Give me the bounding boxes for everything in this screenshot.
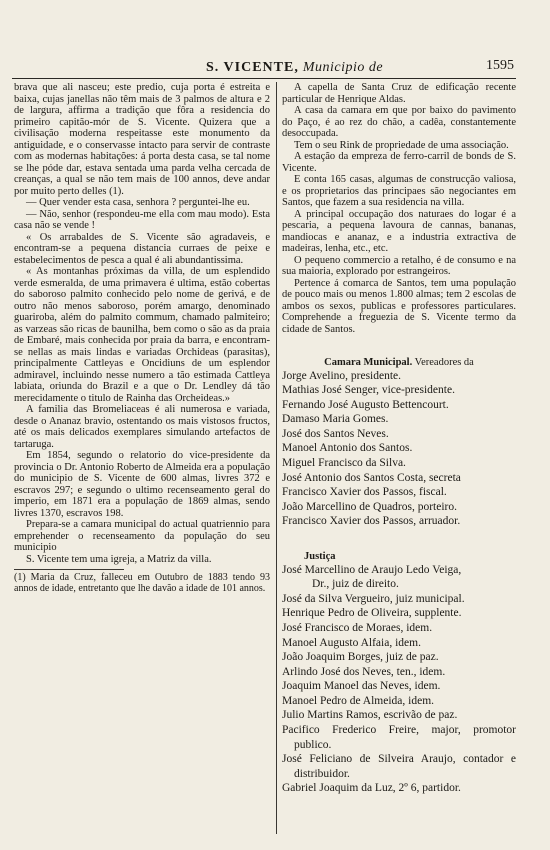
camara-member: Miguel Francisco da Silva. <box>282 457 406 470</box>
place-name: S. VICENTE, <box>206 60 299 75</box>
right-paragraph: E conta 165 casas, algumas de construcção valiosa, e os proprietarios das principaes são negociantes em Santos, que fazem a sua residencia na villa. <box>282 174 516 208</box>
camara-roster <box>282 369 516 530</box>
justica-official: Henrique Pedro de Oliveira, supplente. <box>282 607 462 620</box>
justica-official: José Feliciano de Silveira Araujo, contador e distribuidor. <box>282 753 516 780</box>
justica-roster <box>282 563 516 797</box>
justica-heading: Justiça <box>304 551 336 563</box>
right-column <box>282 82 516 796</box>
justica-official: Pacifico Frederico Freire, major, promotor publico. <box>282 724 516 751</box>
camara-subtitle: Vereadores da <box>414 357 474 368</box>
camara-member: Manoel Antonio dos Santos. <box>282 442 413 455</box>
column-divider <box>276 82 277 834</box>
justica-official: Julio Martins Ramos, escrivão de paz. <box>282 709 458 722</box>
running-header <box>16 58 516 80</box>
camara-member: José dos Santos Neves. <box>282 427 389 440</box>
justica-official: José da Silva Vergueiro, juiz municipal. <box>282 592 465 605</box>
left-paragraph: « As montanhas próximas da villa, de um esplendido verde esmeralda, de uma primavera é ultima, estão cobertas do saboroso palmito conhecido pelo nome de gerivá, e de outro não menos saboroso, porém amargo, denominado guariroba, além do palmito commum, chamado palmiteiro; as varzeas são ricas de baunilha, bem como o são as da praia de Embaré, mais conhecida por praia da barra, e encontram-se nellas as mais lindas e variadas Orchideas (parasitas), principalmente Cattleyas e Oncidiuns de um esplendor admiravel, incluindo nesse numero a tão estimada Cattleya labiata, oriunda do Brazil e a que o Dr. Lendley dá tão merecidamente o titulo de Rainha das Orcheideas.» <box>14 266 270 404</box>
left-paragraph: A familia das Bromeliaceas é ali numerosa e variada, desde o Ananaz bravio, ostentando os mais vistosos fructos, até os mais delicados exemplares simulando artefactos de tartaruga. <box>14 404 270 450</box>
camara-heading <box>282 357 516 369</box>
justica-official: Manoel Augusto Alfaia, idem. <box>282 636 421 649</box>
left-paragraph: Prepara-se a camara municipal do actual quatriennio para emprehender o recenseamento da população do seu municipio <box>14 519 270 553</box>
camara-member: Damaso Maria Gomes. <box>282 413 389 426</box>
justica-official: Gabriel Joaquim da Luz, 2º 6, partidor. <box>282 782 461 795</box>
camara-member: Mathias José Senger, vice-presidente. <box>282 384 455 397</box>
header-rule <box>12 78 516 79</box>
right-paragraph: A casa da camara em que por baixo do pavimento do Paço, é ao rez do chão, a cadêa, constantemente desoccupada. <box>282 105 516 139</box>
right-paragraph: A capella de Santa Cruz de edificação recente particular de Henrique Aldas. <box>282 82 516 105</box>
right-paragraphs <box>282 82 516 335</box>
camara-member: Fernando José Augusto Bettencourt. <box>282 398 449 411</box>
justica-official: José Marcellino de Araujo Ledo Veiga, <box>282 563 462 576</box>
left-paragraph: S. Vicente tem uma igreja, a Matriz da villa. <box>26 553 212 565</box>
running-title <box>206 60 383 76</box>
left-paragraphs <box>14 82 270 565</box>
camara-member: José Antonio dos Santos Costa, secreta <box>282 471 461 484</box>
left-paragraph: « Os arrabaldes de S. Vicente são agradaveis, e encontram-se a pequena distancia curraes de peixe e estabelecimentos de pesca a qual é ali abundantissima. <box>14 231 270 266</box>
camara-member: Jorge Avelino, presidente. <box>282 369 402 382</box>
justica-official: Arlindo José dos Neves, ten., idem. <box>282 665 446 678</box>
page-number: 1595 <box>486 58 514 73</box>
justica-official: Manoel Pedro de Almeida, idem. <box>282 694 435 707</box>
camara-title: Camara Municipal. <box>324 357 413 368</box>
camara-member: Francisco Xavier dos Passos, fiscal. <box>282 486 447 499</box>
left-column <box>14 82 270 594</box>
footnote: (1) Maria da Cruz, falleceu em Outubro de 1883 tendo 93 annos de idade, entretanto que lhe davão a idade de 101 annos. <box>14 572 270 594</box>
justica-official: Dr., juiz de direito. <box>312 578 399 591</box>
left-paragraph: brava que ali nasceu; este predio, cuja porta é estreita e baixa, cujas janellas não têm mais de 3 palmos de altura e 2 de largura, affirma a tradição que fôra a residencia do primeiro capitão-mór de S. Vicente. Quizera que a civilisação moderna respeitasse este monumento da antiguidade, e o conservasse intacto para servir de contraste com as modernas habitações: á porta desta casa, se tal nome se lhe póde dar, estava sentada uma parda velha cercada de creanças, a qual se não tem mais de 100 annos, deve andar por muito perto delles (1). <box>14 82 270 197</box>
right-paragraph: Tem o seu Rink de propriedade de uma associação. <box>294 139 509 151</box>
justica-official: Joaquim Manoel das Neves, idem. <box>282 680 441 693</box>
right-paragraph: A estação da empreza de ferro-carril de bonds de S. Vicente. <box>282 151 516 174</box>
camara-member: Francisco Xavier dos Passos, arruador. <box>282 515 461 528</box>
right-paragraph: O pequeno commercio a retalho, é de consumo e na sua maioria, explorado por estrangeiros. <box>282 254 516 277</box>
justica-official: João Joaquim Borges, juiz de paz. <box>282 651 439 664</box>
camara-member: João Marcellino de Quadros, porteiro. <box>282 500 458 513</box>
left-paragraph: — Não, senhor (respondeu-me ella com mau modo). Esta casa não se vende ! <box>14 208 270 231</box>
right-paragraph: A principal occupação dos naturaes do logar é a pescaria, a pequena lavoura de cannas, bananas, mandiocas e ananaz, e a industria extractiva de madeiras, lenha, etc., etc. <box>282 208 516 254</box>
left-paragraph: Em 1854, segundo o relatorio do vice-presidente da provincia o Dr. Antonio Roberto de Almeida era a população do municipio de S. Vicente de 600 almas, livres 372 e escravos 297; e segundo o ultimo recenseamento geral do imperio, em 1871 era a população de 1869 almas, sendo livres 1370, escravos 198. <box>14 450 270 519</box>
municipio-label: Municipio de <box>302 60 384 75</box>
justica-official: José Francisco de Moraes, idem. <box>282 621 433 634</box>
right-paragraph: Pertence á comarca de Santos, tem uma população de pouco mais ou menos 1.800 almas; tem 2 escolas de ambos os sexos, publicas e professores particulares. Comprehende a freguezia de S. Vicente termo da cidade de Santos. <box>282 277 516 335</box>
footnote-rule <box>14 569 124 570</box>
left-paragraph: — Quer vender esta casa, senhora ? perguntei-lhe eu. <box>26 197 250 208</box>
